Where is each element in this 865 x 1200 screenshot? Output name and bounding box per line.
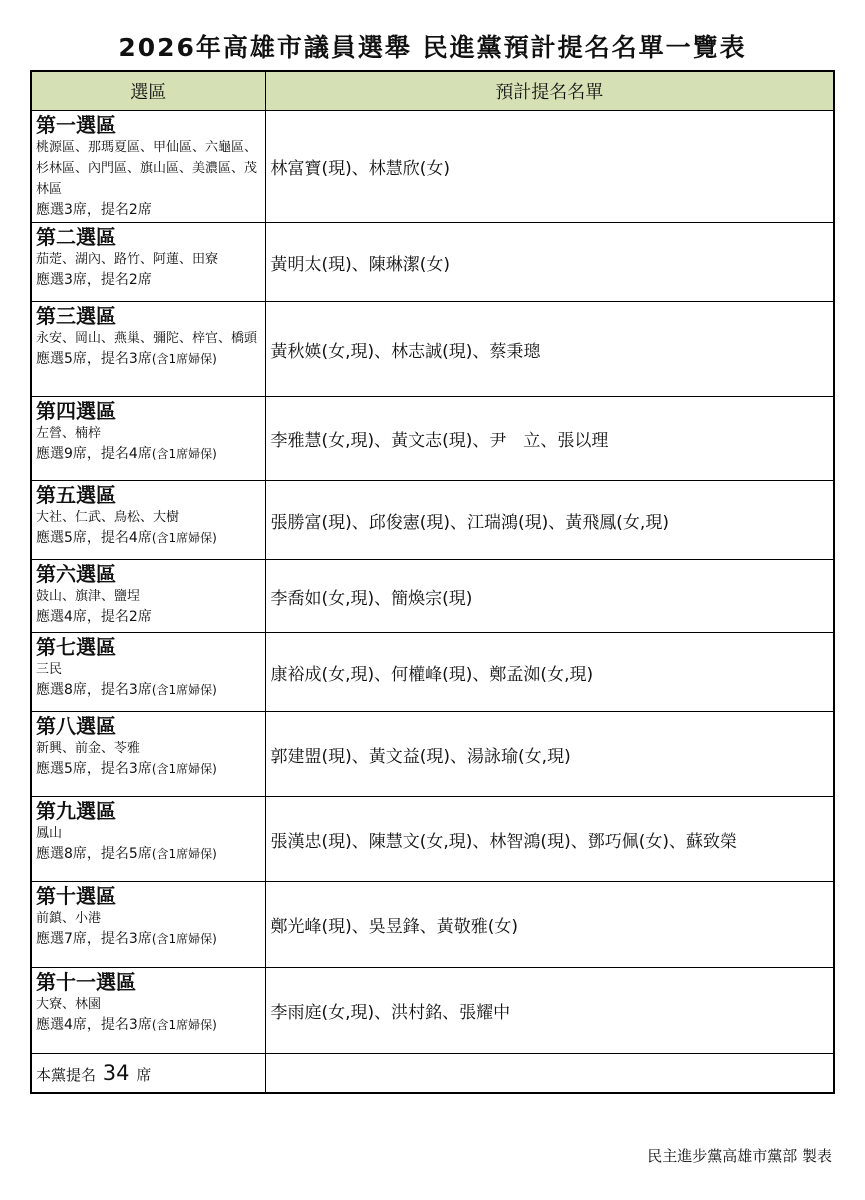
district-name: 第九選區 — [36, 799, 116, 823]
seat-note: (含1席婦保) — [151, 1018, 217, 1032]
total-suffix: 席 — [136, 1066, 152, 1084]
district-seats — [36, 200, 261, 221]
table-row — [31, 302, 834, 397]
seat-count: 應選8席，提名5席 — [36, 846, 152, 862]
seat-count: 應選9席，提名4席 — [36, 446, 152, 462]
district-name: 第十一選區 — [36, 970, 136, 994]
total-cell — [31, 1054, 265, 1094]
nominee-list: 張勝富(現)、邱俊憲(現)、江瑞鴻(現)、黃飛鳳(女,現) — [265, 481, 834, 560]
district-seats — [36, 444, 261, 465]
district-cell — [31, 882, 265, 968]
seat-count: 應選7席，提名3席 — [36, 931, 152, 947]
nominee-list: 林富寶(現)、林慧欣(女) — [265, 111, 834, 223]
table-row — [31, 397, 834, 481]
district-areas: 桃源區、那瑪夏區、甲仙區、六龜區、杉林區、內門區、旗山區、美濃區、茂林區 — [36, 140, 258, 197]
header-district: 選區 — [31, 71, 265, 111]
district-areas: 永安、岡山、燕巢、彌陀、梓官、橋頭 — [36, 331, 258, 346]
district-areas: 左營、楠梓 — [36, 426, 102, 441]
total-number: 34 — [102, 1061, 130, 1085]
district-areas: 前鎮、小港 — [36, 911, 102, 926]
seat-note: (含1席婦保) — [151, 762, 217, 776]
seat-note: (含1席婦保) — [151, 683, 217, 697]
page-title: 2026年高雄市議員選舉 民進黨預計提名名單一覽表 — [118, 33, 747, 62]
seat-count: 應選5席，提名3席 — [36, 351, 152, 367]
seat-count: 應選4席，提名3席 — [36, 1017, 152, 1033]
district-cell — [31, 397, 265, 481]
district-name: 第三選區 — [36, 304, 116, 328]
seat-count: 應選3席，提名2席 — [36, 272, 152, 288]
district-seats — [36, 929, 261, 950]
seat-count: 應選3席，提名2席 — [36, 202, 152, 218]
district-cell — [31, 302, 265, 397]
seat-note: (含1席婦保) — [151, 932, 217, 946]
district-cell — [31, 481, 265, 560]
seat-count: 應選8席，提名3席 — [36, 682, 152, 698]
district-name: 第十選區 — [36, 884, 116, 908]
district-areas: 大寮、林園 — [36, 997, 102, 1012]
table-row — [31, 712, 834, 797]
district-seats — [36, 680, 261, 701]
table-row — [31, 560, 834, 633]
district-seats — [36, 607, 261, 628]
total-empty-cell — [265, 1054, 834, 1094]
district-name: 第一選區 — [36, 113, 116, 137]
district-areas: 三民 — [36, 662, 63, 677]
seat-count: 應選4席，提名2席 — [36, 609, 152, 625]
nominee-list: 鄭光峰(現)、吳昱鋒、黃敬雅(女) — [265, 882, 834, 968]
seat-note: (含1席婦保) — [151, 447, 217, 461]
nomination-table — [30, 70, 835, 1094]
district-areas: 新興、前金、苓雅 — [36, 741, 141, 756]
district-cell — [31, 111, 265, 223]
nominee-list: 黃秋媖(女,現)、林志誠(現)、蔡秉璁 — [265, 302, 834, 397]
district-name: 第二選區 — [36, 225, 116, 249]
district-cell — [31, 560, 265, 633]
district-seats — [36, 270, 261, 291]
seat-count: 應選5席，提名3席 — [36, 761, 152, 777]
nominee-list: 李喬如(女,現)、簡煥宗(現) — [265, 560, 834, 633]
nominee-list: 李雅慧(女,現)、黃文志(現)、尹 立、張以理 — [265, 397, 834, 481]
table-row — [31, 481, 834, 560]
district-seats — [36, 759, 261, 780]
district-name: 第四選區 — [36, 399, 116, 423]
district-cell — [31, 223, 265, 302]
table-row — [31, 797, 834, 882]
table-row — [31, 968, 834, 1054]
nominee-list: 黃明太(現)、陳琳潔(女) — [265, 223, 834, 302]
district-name: 第七選區 — [36, 635, 116, 659]
district-seats — [36, 844, 261, 865]
district-areas: 茄萣、湖內、路竹、阿蓮、田寮 — [36, 252, 219, 267]
seat-note: (含1席婦保) — [151, 847, 217, 861]
district-areas: 鳳山 — [36, 826, 63, 841]
district-cell — [31, 968, 265, 1054]
district-name: 第五選區 — [36, 483, 116, 507]
district-cell — [31, 712, 265, 797]
district-cell — [31, 797, 265, 882]
district-cell — [31, 633, 265, 712]
table-row — [31, 111, 834, 223]
footer-credit: 民主進步黨高雄市黨部 製表 — [647, 1147, 832, 1165]
table-header-row — [31, 71, 834, 111]
nominee-list: 張漢忠(現)、陳慧文(女,現)、林智鴻(現)、鄧巧佩(女)、蘇致榮 — [265, 797, 834, 882]
district-name: 第六選區 — [36, 562, 116, 586]
table-row — [31, 882, 834, 968]
district-name: 第八選區 — [36, 714, 116, 738]
seat-note: (含1席婦保) — [151, 531, 217, 545]
nominee-list: 郭建盟(現)、黃文益(現)、湯詠瑜(女,現) — [265, 712, 834, 797]
nominee-list: 康裕成(女,現)、何權峰(現)、鄭孟洳(女,現) — [265, 633, 834, 712]
district-areas: 大社、仁武、鳥松、大樹 — [36, 510, 180, 525]
total-prefix: 本黨提名 — [36, 1066, 97, 1084]
nominee-list: 李雨庭(女,現)、洪村銘、張耀中 — [265, 968, 834, 1054]
table-row — [31, 633, 834, 712]
district-seats — [36, 349, 261, 370]
table-body — [31, 111, 834, 1054]
district-seats — [36, 528, 261, 549]
table-row — [31, 223, 834, 302]
header-nominees: 預計提名名單 — [265, 71, 834, 111]
seat-count: 應選5席，提名4席 — [36, 530, 152, 546]
district-seats — [36, 1015, 261, 1036]
district-areas: 鼓山、旗津、鹽埕 — [36, 589, 141, 604]
seat-note: (含1席婦保) — [151, 352, 217, 366]
total-row — [31, 1054, 834, 1094]
